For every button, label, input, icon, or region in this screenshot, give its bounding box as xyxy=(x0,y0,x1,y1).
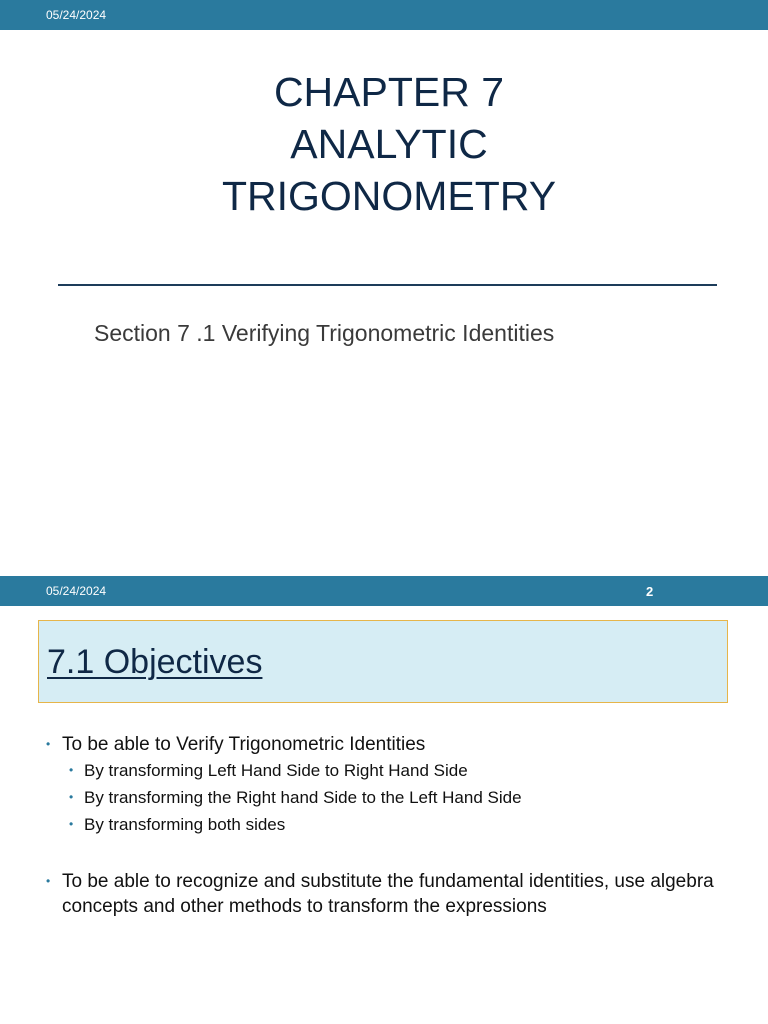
bullet-item xyxy=(44,732,744,757)
header-bar xyxy=(0,0,768,30)
slide-date: 05/24/2024 xyxy=(46,8,107,22)
bullet-item xyxy=(44,869,744,919)
chapter-title-line: ANALYTIC xyxy=(290,121,488,167)
sub-bullet-text: By transforming both sides xyxy=(84,815,286,834)
chapter-title-line: CHAPTER 7 xyxy=(273,69,505,115)
bullet-text: To be able to Verify Trigonometric Identities xyxy=(62,734,426,755)
bullet-dot-icon: • xyxy=(46,874,51,888)
objectives-list xyxy=(44,732,744,919)
bullet-dot-icon: • xyxy=(69,763,74,777)
sub-bullet-item xyxy=(44,811,744,838)
slide-number: 2 xyxy=(646,584,654,599)
objectives-title-box xyxy=(38,620,728,703)
header-bar xyxy=(0,576,768,606)
bullet-dot-icon: • xyxy=(69,790,74,804)
sub-bullet-text: By transforming Left Hand Side to Right Hand Side xyxy=(84,761,468,780)
bullet-dot-icon: • xyxy=(46,737,51,751)
slide-date: 05/24/2024 xyxy=(46,584,107,598)
sub-bullet-item xyxy=(44,784,744,811)
chapter-title xyxy=(0,66,768,222)
chapter-title-line: TRIGONOMETRY xyxy=(221,173,557,219)
divider-line xyxy=(58,284,717,286)
section-subtitle: Section 7 .1 Verifying Trigonometric Identities xyxy=(94,320,555,346)
objectives-heading: 7.1 Objectives xyxy=(47,643,263,681)
sub-bullet-text: By transforming the Right hand Side to the Left Hand Side xyxy=(84,788,522,807)
slide-2 xyxy=(0,576,768,1024)
bullet-text: To be able to recognize and substitute the fundamental identities, use algebra concepts and other methods to transform the expressions xyxy=(62,871,714,917)
bullet-dot-icon: • xyxy=(69,817,74,831)
sub-bullet-item xyxy=(44,757,744,784)
